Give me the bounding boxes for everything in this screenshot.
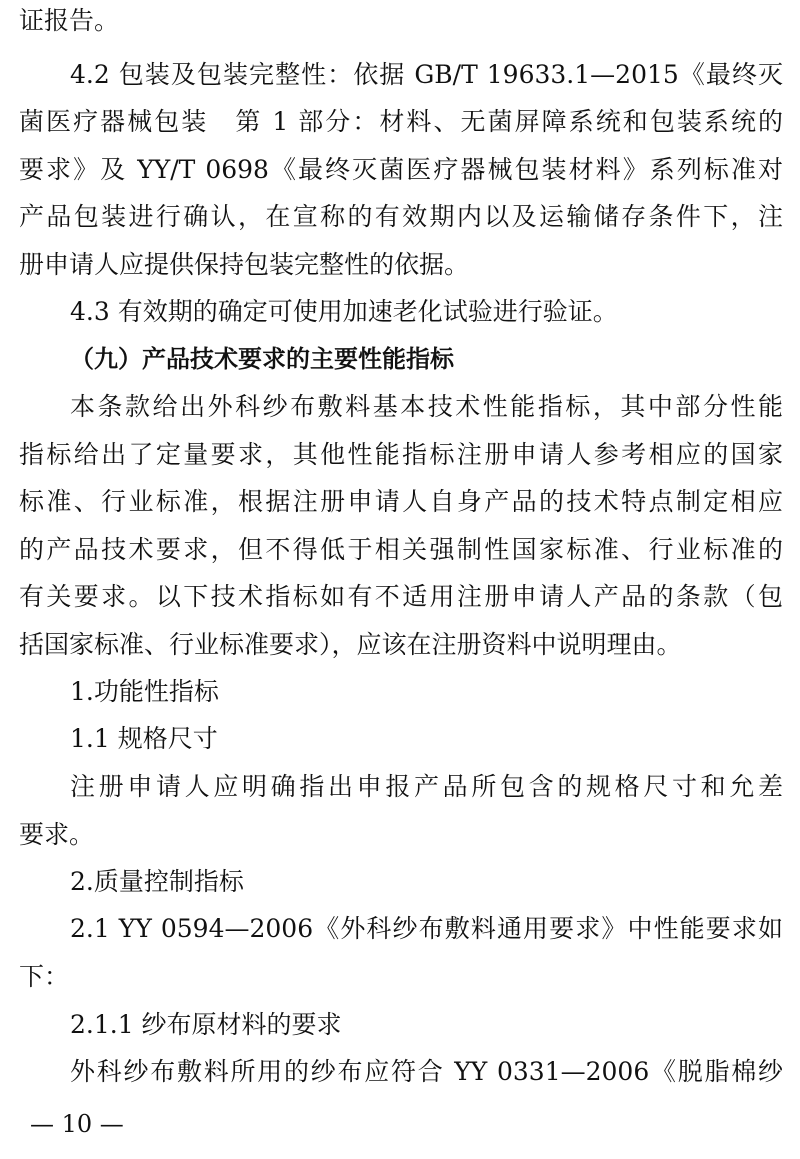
- page-number: — 10 —: [30, 1110, 124, 1138]
- text-line: 要求。: [19, 820, 95, 849]
- subheading: 1.功能性指标: [70, 677, 219, 706]
- text-line: 外科纱布敷料所用的纱布应符合 YY 0331—2006《脱脂棉纱: [70, 1057, 783, 1086]
- text-line: 指标给出了定量要求，其他性能指标注册申请人参考相应的国家: [19, 440, 783, 469]
- text-line: 产品包装进行确认，在宣称的有效期内以及运输储存条件下，注: [19, 202, 783, 231]
- text-line: 有关要求。以下技术指标如有不适用注册申请人产品的条款（包: [19, 582, 783, 611]
- subheading: 2.1.1 纱布原材料的要求: [70, 1010, 342, 1039]
- text-line: 册申请人应提供保持包装完整性的依据。: [19, 250, 470, 279]
- section-heading: （九）产品技术要求的主要性能指标: [70, 345, 454, 373]
- text-line: 标准、行业标准，根据注册申请人自身产品的技术特点制定相应: [19, 487, 783, 516]
- text-line: 2.1 YY 0594—2006《外科纱布敷料通用要求》中性能要求如: [70, 914, 783, 943]
- text-line: 证报告。: [19, 6, 120, 35]
- subheading: 1.1 规格尺寸: [70, 724, 218, 753]
- text-line: 4.3 有效期的确定可使用加速老化试验进行验证。: [70, 297, 618, 326]
- text-line: 下：: [19, 962, 70, 991]
- text-line: 菌医疗器械包装 第 1 部分：材料、无菌屏障系统和包装系统的: [19, 107, 783, 136]
- text-line: 本条款给出外科纱布敷料基本技术性能指标，其中部分性能: [70, 392, 783, 421]
- text-line: 要求》及 YY/T 0698《最终灭菌医疗器械包装材料》系列标准对: [19, 155, 783, 184]
- text-line: 的产品技术要求，但不得低于相关强制性国家标准、行业标准的: [19, 535, 783, 564]
- text-line: 4.2 包装及包装完整性：依据 GB/T 19633.1—2015《最终灭: [70, 60, 783, 89]
- text-line: 注册申请人应明确指出申报产品所包含的规格尺寸和允差: [70, 772, 783, 801]
- text-line: 括国家标准、行业标准要求），应该在注册资料中说明理由。: [19, 630, 682, 659]
- subheading: 2.质量控制指标: [70, 867, 244, 896]
